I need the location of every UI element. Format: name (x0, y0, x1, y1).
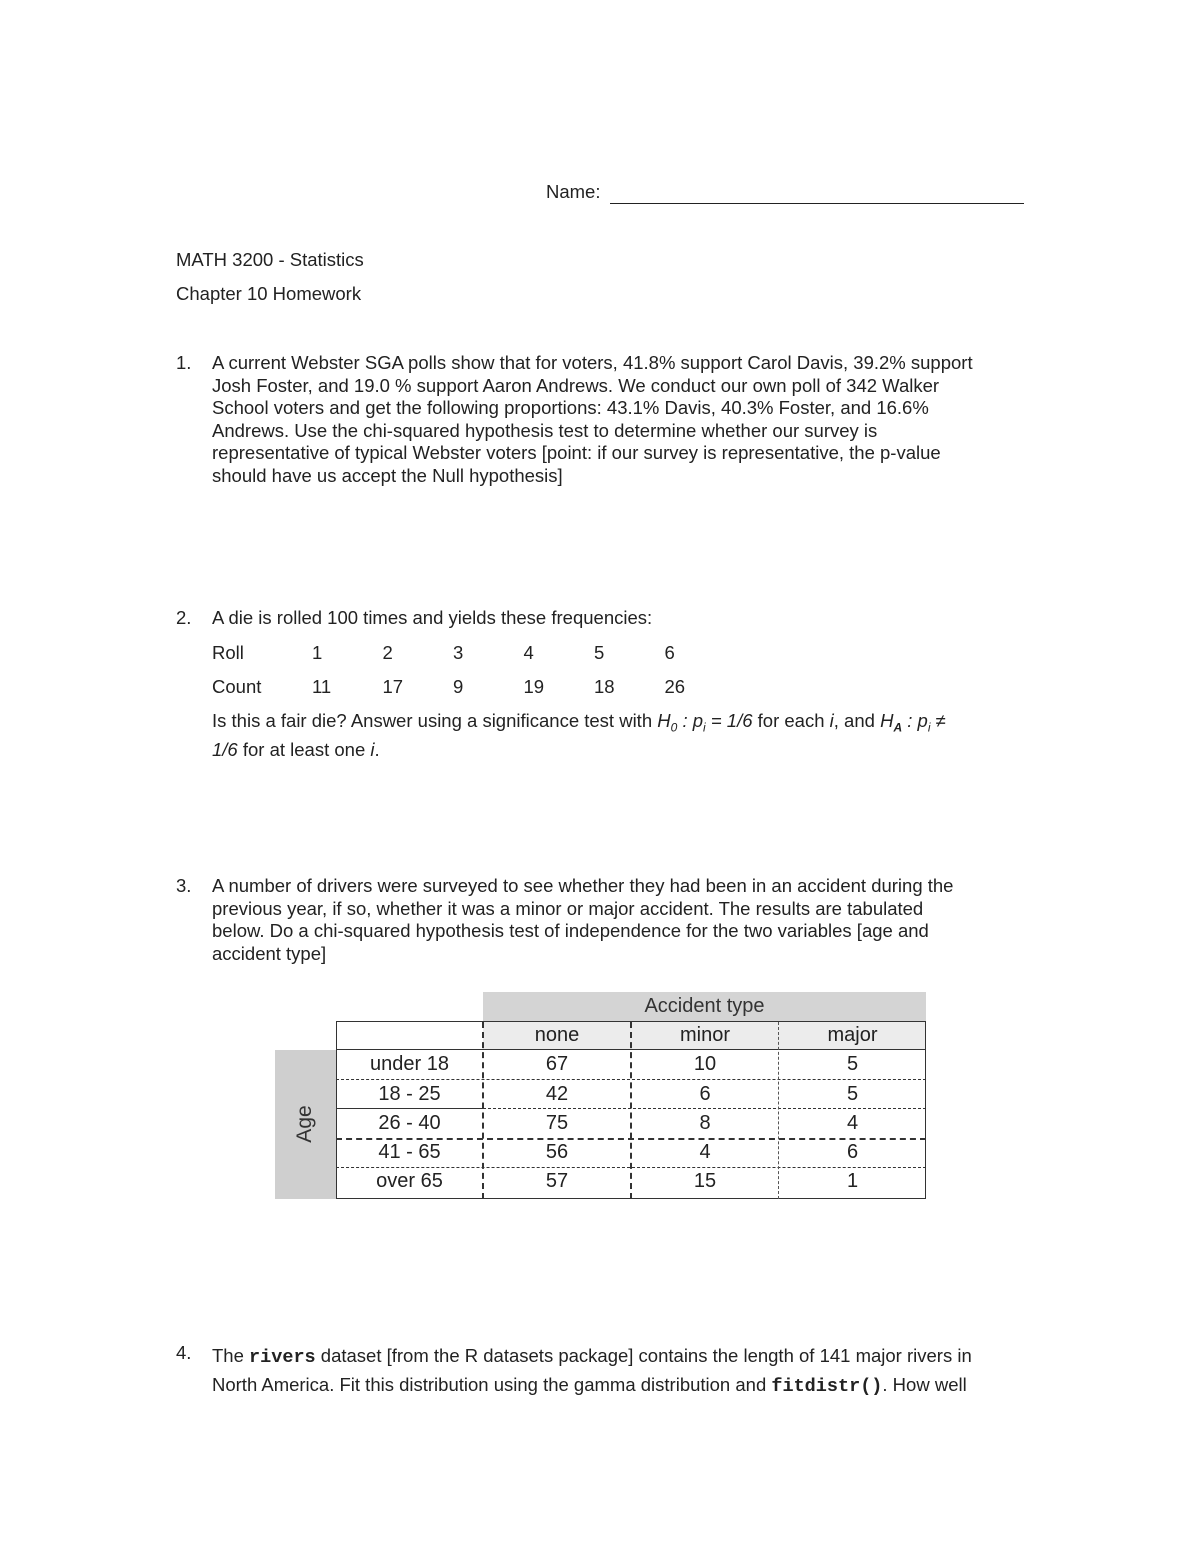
chapter-title: Chapter 10 Homework (176, 283, 362, 304)
course-title: MATH 3200 - Statistics (176, 249, 364, 270)
fitdistr-code: fitdistr() (771, 1376, 883, 1397)
age-axis-label: Age (292, 1105, 316, 1143)
table-cell: 75 (545, 1112, 569, 1134)
count-row (212, 676, 735, 710)
index-i: i (370, 739, 375, 761)
index-i: i (829, 710, 834, 731)
count-value: 11 (312, 676, 332, 697)
ha-p: : p (902, 710, 928, 731)
q2-question-line-1 (212, 710, 1024, 739)
roll-value: 3 (453, 642, 464, 663)
count-label: Count (212, 676, 262, 697)
table-cell: 8 (699, 1112, 711, 1134)
ha-value: 1/6 (212, 739, 238, 761)
table-cell: 15 (693, 1170, 717, 1192)
q2-line2-text: for at least one (237, 739, 371, 761)
column-header: minor (679, 1024, 730, 1046)
frequency-table (212, 642, 735, 710)
q1-line: A current Webster SGA polls show that for voters, 41.8% support Carol Davis, 39.2% support (212, 352, 973, 373)
q4-number: 4. (176, 1342, 192, 1363)
q2-line2-end: . (374, 739, 380, 761)
ha-symbol: H (880, 710, 894, 731)
table-cell: 5 (846, 1083, 859, 1105)
roll-value: 4 (523, 642, 534, 663)
q1-text (212, 352, 1024, 487)
roll-label: Roll (212, 642, 244, 663)
table-cell: 4 (699, 1141, 711, 1163)
count-value: 26 (664, 676, 686, 697)
q4-line-2 (212, 1371, 1024, 1400)
q3-line: below. Do a chi-squared hypothesis test of independence for the two variables [age and (212, 920, 929, 941)
q1-line: School voters and get the following proportions: 43.1% Davis, 40.3% Foster, and 16.6% (212, 397, 929, 418)
row-label: 26 - 40 (378, 1112, 441, 1134)
q2-and-text: , and (833, 710, 881, 731)
count-value: 18 (594, 676, 615, 697)
column-header: none (534, 1024, 580, 1046)
q4-text-part: North America. Fit this distribution using the gamma distribution and (212, 1374, 772, 1395)
q3-line: A number of drivers were surveyed to see whether they had been in an accident during the (212, 875, 954, 896)
q3-line: accident type] (212, 942, 327, 964)
h0-p-subscript: i (703, 720, 706, 735)
q4-text-part: dataset [from the R datasets package] contains the length of 141 major rivers in (315, 1345, 972, 1366)
q2-question (212, 710, 1024, 762)
q1-number: 1. (176, 352, 192, 373)
roll-value: 5 (594, 642, 605, 663)
age-axis (275, 1050, 336, 1199)
row-label: 18 - 25 (378, 1083, 441, 1105)
h0-symbol: H (657, 710, 671, 731)
table-cell: 6 (846, 1141, 859, 1163)
row-label: 41 - 65 (378, 1141, 441, 1163)
h0-subscript: 0 (670, 720, 678, 735)
ha-p-subscript: i (927, 720, 931, 735)
table-cell: 42 (545, 1083, 569, 1105)
table-cell: 57 (545, 1170, 569, 1192)
q1-line: representative of typical Webster voters [point: if our survey is representative, the p-value (212, 442, 941, 463)
rivers-code: rivers (249, 1347, 316, 1368)
table-cell: 6 (699, 1083, 711, 1105)
q4-text (212, 1342, 1024, 1400)
roll-value: 6 (664, 642, 675, 663)
ha-subscript: A (893, 720, 903, 735)
name-label: Name: (546, 181, 601, 202)
q4-text-part: . How well (882, 1374, 967, 1395)
roll-row (212, 642, 735, 676)
table-cell: 5 (846, 1053, 859, 1075)
q2-question-line-2 (212, 739, 1024, 762)
q2-number: 2. (176, 607, 192, 628)
count-value: 17 (382, 676, 404, 697)
h0-p: : p (677, 710, 704, 731)
q3-number: 3. (176, 875, 192, 896)
q2-question-prefix: Is this a fair die? Answer using a significance test with (212, 710, 658, 731)
count-value: 9 (453, 676, 464, 697)
table-cell: 56 (545, 1141, 569, 1163)
row-label: under 18 (370, 1053, 449, 1075)
accident-type-header: Accident type (644, 995, 765, 1017)
q1-line: should have us accept the Null hypothesis] (212, 464, 563, 486)
table-cell: 1 (846, 1170, 859, 1192)
name-blank-line (610, 203, 1024, 204)
q3-line: previous year, if so, whether it was a minor or major accident. The results are tabulated (212, 897, 924, 919)
q1-line: Josh Foster, and 19.0 % support Aaron Andrews. We conduct our own poll of 342 Walker (212, 374, 940, 396)
contingency-table (275, 992, 926, 1199)
q1-line: Andrews. Use the chi-squared hypothesis test to determine whether our survey is (212, 419, 878, 441)
h0-value: = 1/6 (705, 710, 753, 731)
q2-mid-text: for each (752, 710, 830, 731)
table-cell: 67 (545, 1053, 569, 1075)
roll-value: 1 (312, 642, 323, 663)
table-cell: 4 (846, 1112, 859, 1134)
q3-text (212, 875, 1024, 965)
row-label: over 65 (376, 1170, 443, 1192)
table-cell: 10 (693, 1053, 717, 1075)
count-value: 19 (523, 676, 545, 697)
q4-line-1 (212, 1342, 1024, 1371)
ha-not-equal: ≠ (930, 710, 946, 731)
column-header: major (827, 1024, 878, 1046)
q4-text-part: The (212, 1345, 250, 1366)
q2-intro: A die is rolled 100 times and yields these frequencies: (212, 607, 653, 628)
roll-value: 2 (382, 642, 393, 663)
